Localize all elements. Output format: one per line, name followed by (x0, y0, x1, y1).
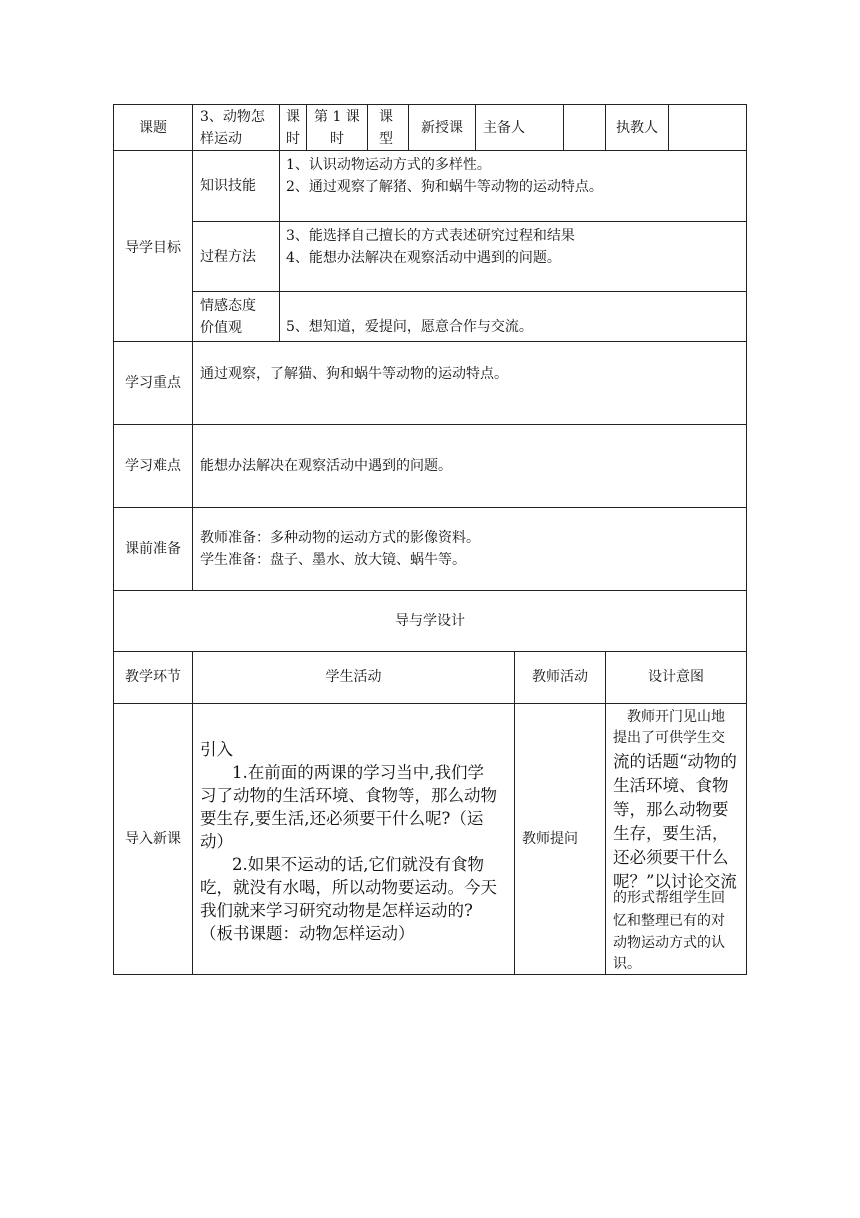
preparer-label: 主备人 (483, 120, 525, 136)
intro-teacher-activity: 教师提问 (522, 831, 578, 847)
design-title: 导与学设计 (395, 613, 465, 629)
teacher-label: 执教人 (616, 120, 658, 136)
emotion-label-line-1: 情感态度 (200, 298, 256, 314)
intro-student-line-6: 2.如果不运动的话,它们就没有食物 (232, 855, 484, 874)
intro-student-line-1: 引入 (200, 740, 233, 759)
type-label-line-1: 课 (379, 109, 393, 125)
knowledge-item-2: 2、通过观察了解猪、狗和蜗牛等动物的运动特点。 (286, 179, 603, 195)
intro-intent-line-9: 的形式帮组学生回 (613, 890, 725, 906)
intro-stage: 导入新课 (125, 831, 181, 847)
column-header-stage: 教学环节 (125, 669, 181, 685)
intro-intent-line-3: 流的话题“动物的 (613, 752, 737, 771)
emotion-item-1: 5、想知道，爱提问，愿意合作与交流。 (286, 319, 533, 335)
intro-student-line-9: （板书课题：动物怎样运动） (200, 924, 415, 943)
teacher-value-cell (668, 104, 747, 151)
intro-intent-line-12: 识。 (613, 956, 641, 972)
column-header-intent: 设计意图 (648, 669, 704, 685)
intro-intent-line-1: 教师开门见山地 (627, 709, 725, 725)
intro-intent-line-10: 忆和整理已有的对 (613, 913, 725, 929)
intro-intent-line-7: 还必须要干什么 (613, 848, 729, 867)
topic-value-line-2: 样运动 (200, 131, 242, 147)
intro-intent-line-5: 等，那么动物要 (613, 800, 729, 819)
intro-student-line-5: 动） (200, 832, 233, 851)
intro-student-line-8: 我们就来学习研究动物是怎样运动的? (200, 901, 473, 920)
intro-intent-line-4: 生活环境、食物 (613, 776, 729, 795)
period-value-line-1: 第 1 课 (314, 109, 360, 125)
period-label-line-2: 时 (286, 131, 300, 147)
difficulty-label: 学习难点 (125, 458, 181, 474)
knowledge-item-1: 1、认识动物运动方式的多样性。 (286, 157, 491, 173)
intro-student-line-2: 1.在前面的两课的学习当中,我们学 (232, 763, 484, 782)
column-header-student: 学生活动 (325, 669, 382, 685)
intro-student-line-7: 吃，就没有水喝，所以动物要运动。今天 (200, 878, 497, 897)
objectives-label: 导学目标 (125, 240, 181, 256)
type-label-line-2: 型 (379, 131, 393, 147)
type-value: 新授课 (421, 120, 463, 136)
process-item-2: 4、能想办法解决在观察活动中遇到的问题。 (286, 250, 561, 266)
period-label-line-1: 课 (286, 109, 300, 125)
intro-intent-line-2: 提出了可供学生交 (613, 730, 725, 746)
difficulty-text: 能想办法解决在观察活动中遇到的问题。 (200, 458, 452, 474)
preparer-value-cell (563, 104, 606, 151)
topic-label: 课题 (139, 120, 167, 136)
preparation-teacher: 教师准备：多种动物的运动方式的影像资料。 (200, 530, 480, 546)
preparation-label: 课前准备 (125, 541, 181, 557)
topic-value-line-1: 3、动物怎 (200, 109, 265, 125)
intro-intent-line-11: 动物运动方式的认 (613, 935, 725, 951)
intro-student-line-3: 习了动物的生活环境、食物等，那么动物 (200, 786, 497, 805)
intro-intent-line-6: 生存，要生活， (613, 824, 729, 843)
period-value-line-2: 时 (330, 131, 344, 147)
focus-label: 学习重点 (125, 375, 181, 391)
column-header-teacher: 教师活动 (532, 669, 588, 685)
emotion-label-line-2: 价值观 (200, 320, 242, 336)
knowledge-label: 知识技能 (200, 178, 256, 194)
process-item-1: 3、能选择自己擅长的方式表述研究过程和结果 (286, 228, 575, 244)
focus-text: 通过观察，了解猫、狗和蜗牛等动物的运动特点。 (200, 366, 508, 382)
intro-student-line-4: 要生存,要生活,还必须要干什么呢?（运 (200, 809, 484, 828)
intro-intent-line-8: 呢？”以讨论交流 (613, 872, 737, 891)
process-label: 过程方法 (200, 249, 256, 265)
preparation-student: 学生准备：盘子、墨水、放大镜、蜗牛等。 (200, 552, 466, 568)
